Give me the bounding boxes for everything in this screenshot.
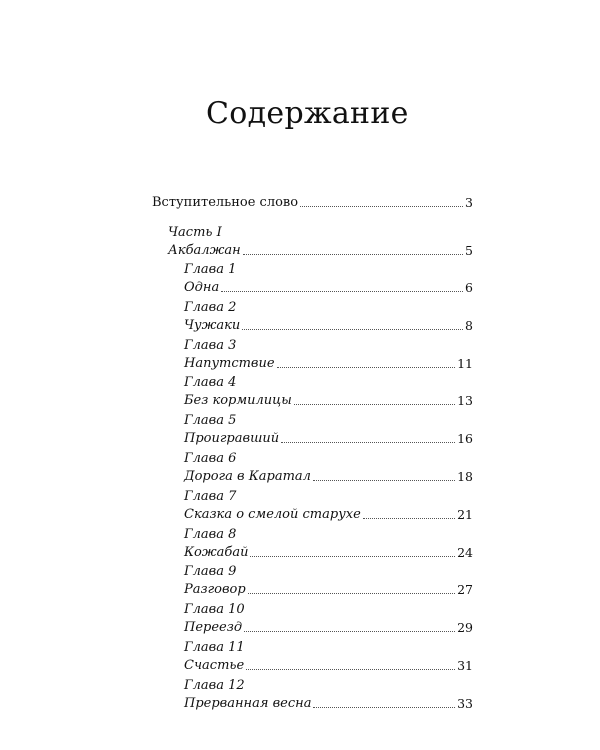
toc-entry-page: 11 (457, 355, 473, 371)
toc-entry-page: 6 (465, 280, 473, 295)
chapter-heading: Глава 5 (184, 413, 237, 429)
toc-entry-label: Чужаки (184, 317, 241, 333)
page-title: Содержание (206, 96, 409, 131)
dot-leader (281, 441, 455, 443)
toc-entry-chapter[interactable] (184, 619, 473, 637)
chapter-heading: Глава 7 (184, 488, 237, 504)
toc-entry-label: Переезд (184, 620, 243, 636)
toc-entry-page: 29 (457, 620, 473, 636)
toc-entry-chapter[interactable] (184, 506, 473, 524)
chapter-heading: Глава 11 (184, 640, 245, 655)
toc-entry-chapter[interactable] (184, 581, 473, 599)
toc-entry-page: 3 (465, 195, 473, 210)
toc-entry-label: Без кормилицы (184, 393, 292, 409)
toc-entry-label: Одна (184, 280, 220, 295)
chapter-heading: Глава 2 (184, 299, 237, 315)
toc-entry-chapter[interactable] (184, 279, 473, 297)
toc-entry-chapter[interactable] (184, 317, 473, 335)
dot-leader (277, 366, 456, 368)
toc-entry-label: Вступительное слово (152, 195, 299, 210)
dot-leader (294, 403, 455, 405)
toc-entry-intro[interactable] (152, 194, 473, 212)
toc-entry-label: Дорога в Каратал (184, 469, 311, 484)
toc-entry-chapter[interactable] (184, 430, 473, 448)
toc-entry-label: Сказка о смелой старухе (184, 506, 361, 522)
chapter-heading: Глава 6 (184, 451, 237, 466)
dot-leader (363, 517, 455, 519)
dot-leader (221, 290, 463, 292)
toc-entry-page: 18 (457, 469, 473, 484)
toc-entry-chapter[interactable] (184, 392, 473, 410)
toc-entry-label: Разговор (184, 582, 246, 598)
toc-entry-chapter[interactable] (184, 695, 473, 713)
toc-entry-page: 24 (457, 544, 473, 560)
toc-entry-page: 27 (457, 582, 473, 598)
toc-entry-page: 21 (457, 506, 473, 522)
chapter-heading: Глава 3 (184, 337, 237, 353)
toc-entry-label: Проигравший (184, 431, 280, 447)
toc-entry-page: 33 (457, 695, 473, 711)
toc-entry-chapter[interactable] (184, 355, 473, 373)
toc-entry-chapter[interactable] (184, 657, 473, 675)
toc-entry-page: 5 (465, 243, 473, 258)
dot-leader (243, 253, 463, 255)
dot-leader (300, 205, 463, 207)
toc-entry-chapter[interactable] (184, 468, 473, 486)
dot-leader (313, 479, 455, 481)
dot-leader (248, 592, 455, 594)
toc-entry-page: 31 (457, 658, 473, 673)
chapter-heading: Глава 1 (184, 262, 237, 277)
toc-entry-part[interactable] (168, 242, 473, 260)
dot-leader (242, 328, 463, 330)
toc-entry-chapter[interactable] (184, 544, 473, 562)
dot-leader (244, 630, 455, 632)
toc-entry-page: 8 (465, 317, 473, 333)
part-heading: Часть I (168, 225, 222, 240)
dot-leader (246, 668, 455, 670)
chapter-heading: Глава 12 (184, 677, 245, 693)
chapter-heading: Глава 4 (184, 375, 237, 391)
toc-entry-label: Кожабай (184, 544, 249, 560)
toc-entry-page: 16 (457, 431, 473, 447)
toc-entry-label: Акбалжан (168, 243, 241, 258)
chapter-heading: Глава 9 (184, 564, 237, 580)
chapter-heading: Глава 10 (184, 602, 245, 618)
toc-entry-label: Напутствие (184, 355, 275, 371)
toc-entry-page: 13 (457, 393, 473, 409)
toc-entry-label: Прерванная весна (184, 695, 312, 711)
dot-leader (250, 555, 455, 557)
dot-leader (313, 706, 455, 708)
chapter-heading: Глава 8 (184, 526, 237, 542)
toc-entry-label: Счастье (184, 658, 245, 673)
